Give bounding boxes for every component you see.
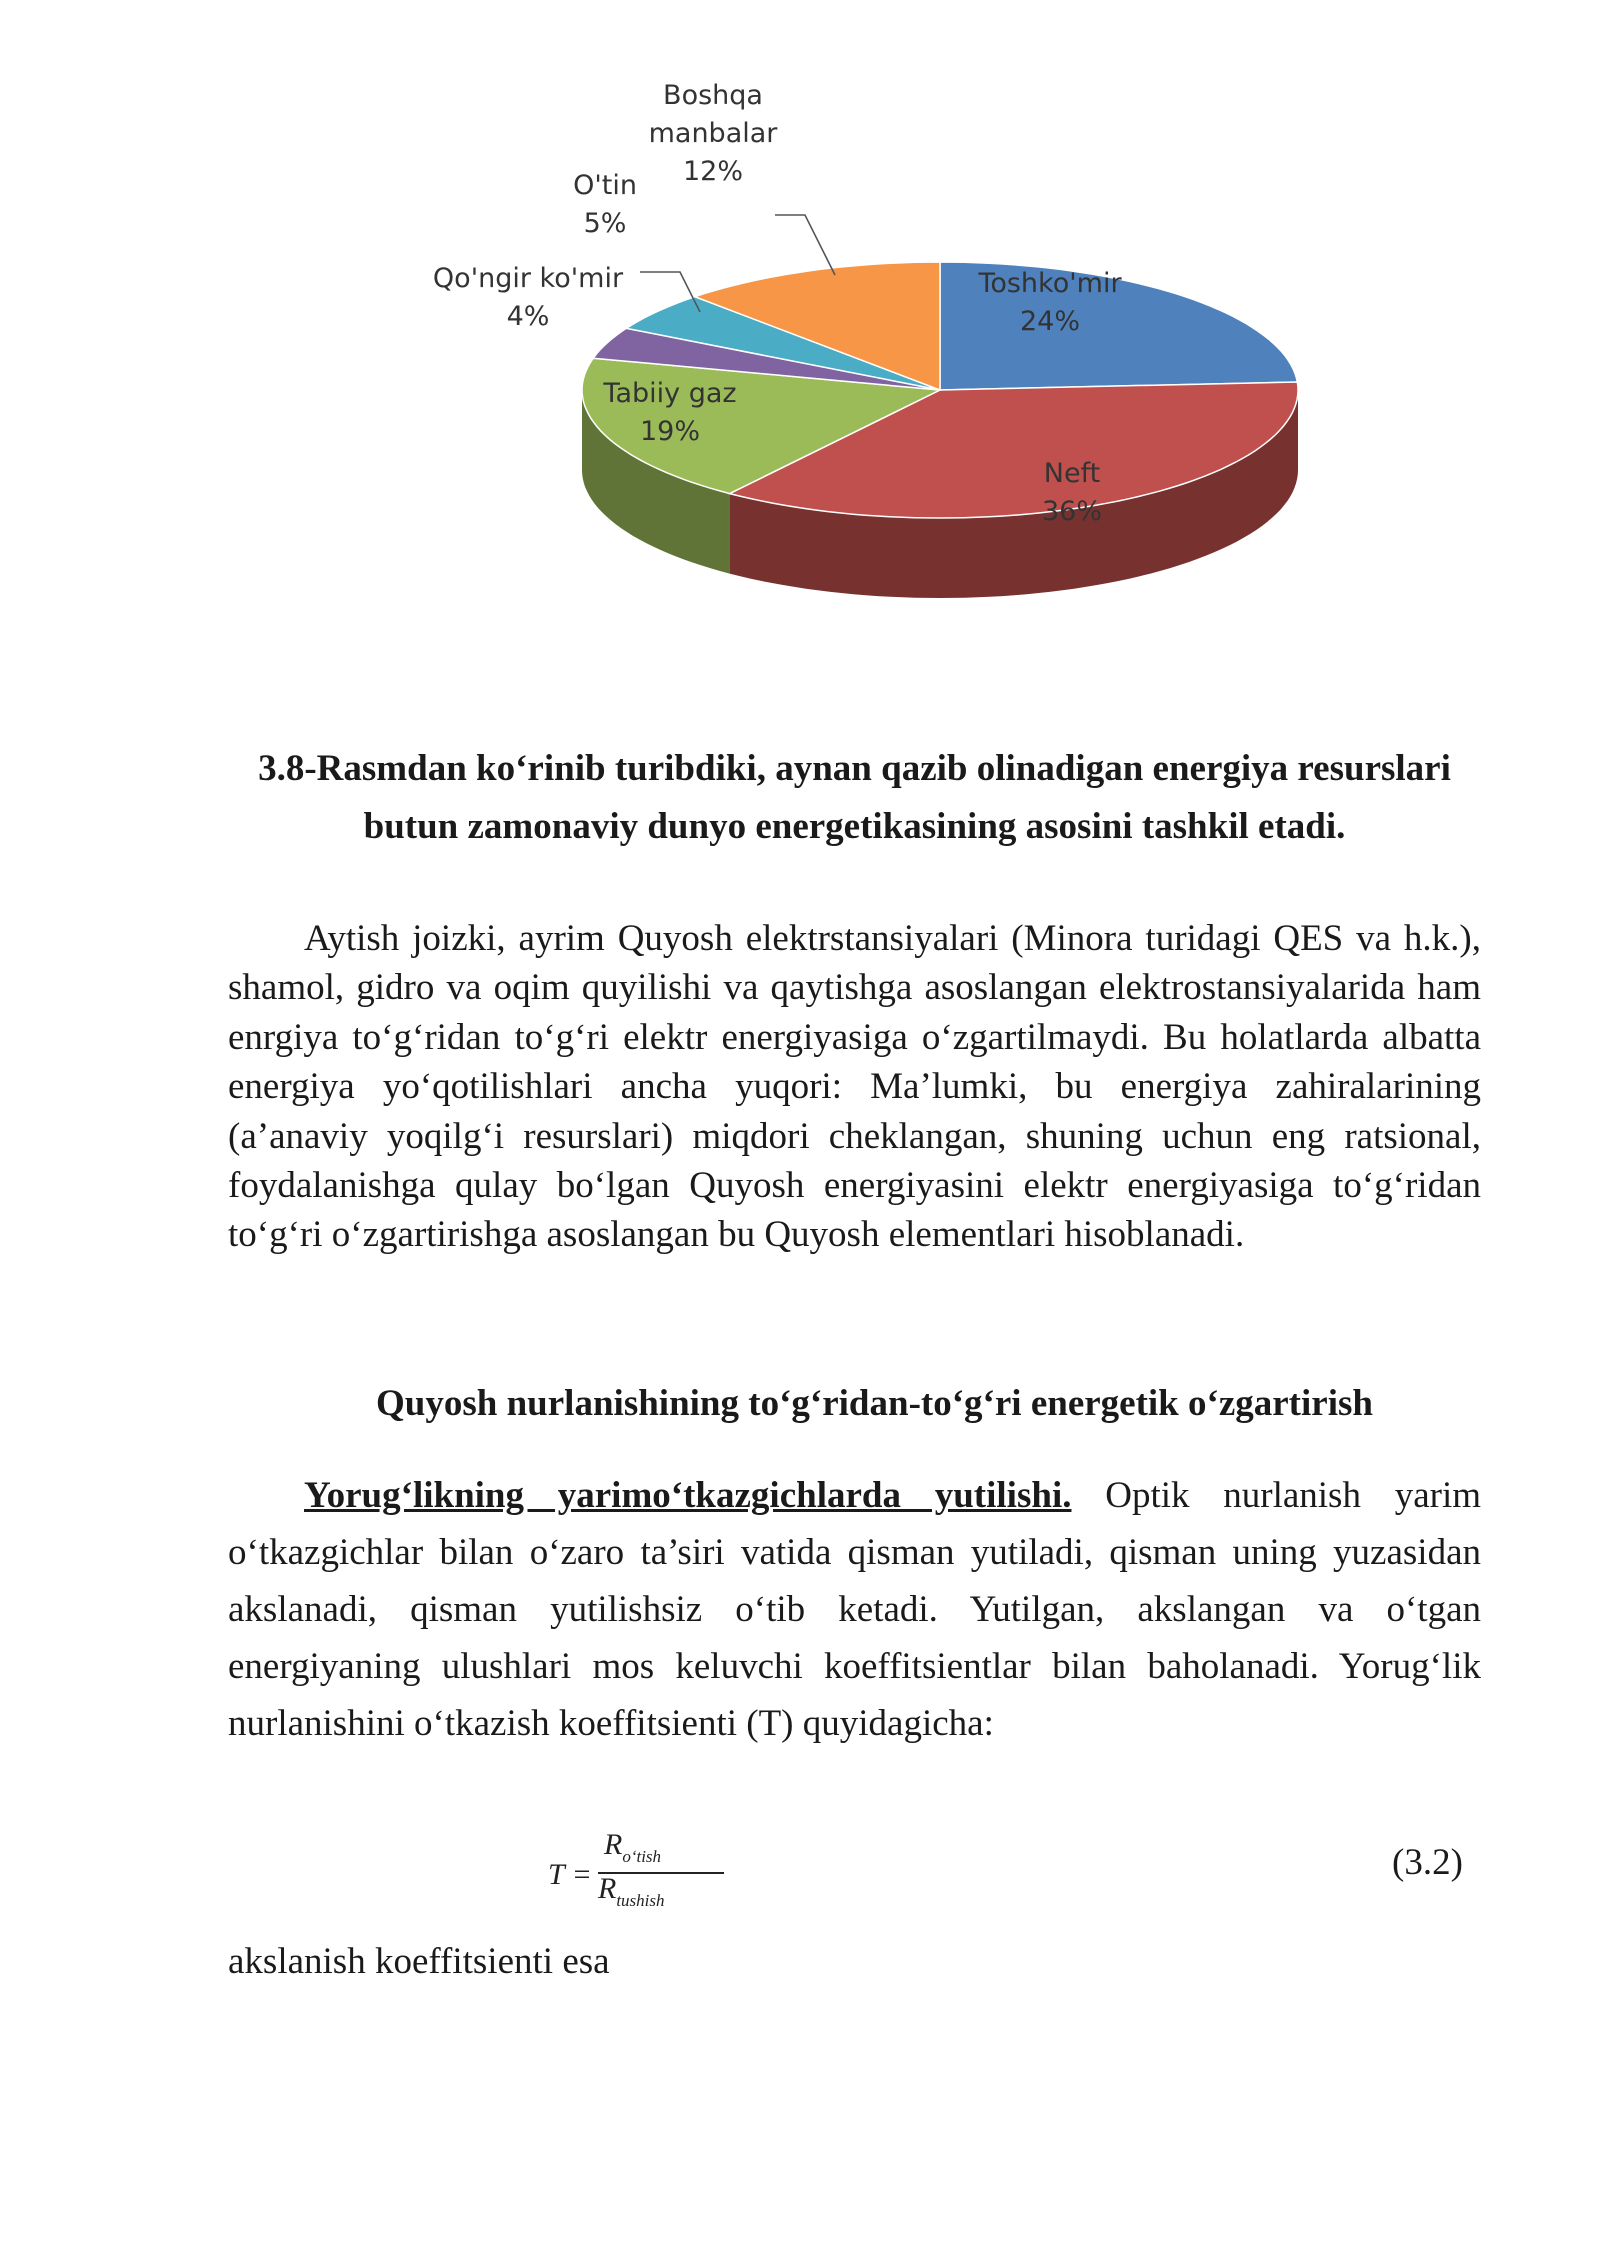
equation-number: (3.2) xyxy=(1392,1842,1463,1883)
figure-caption: 3.8-Rasmdan ko‘rinib turibdiki, aynan qazib olinadigan energiya resurslari butun zamonaviy dunyo energetikasining asosini tashkil etadi. xyxy=(258,748,1451,847)
formula-numerator: $R_{o‘tish}$ xyxy=(604,1828,662,1866)
label-tabiiy-gaz: Tabiiy gaz 19% xyxy=(603,378,737,447)
label-o-tin: O'tin 5% xyxy=(573,170,637,239)
paragraph-body: Optik nurlanish yarim o‘tkazgichlar bilan o‘zaro ta’siri vatida qisman yutiladi, qisman uning yuzasidan akslanadi, qisman yutilishsiz o‘tib ketadi. Yutilgan, akslangan va o‘tgan energiyaning ulushlari mos keluvchi koeffitsientlar bilan baholanadi. Yorug‘lik nurlanishini o‘tkazish koeffitsienti (T) quyidagicha: xyxy=(228,1475,1482,1744)
formula-denominator: $R_{tushish}$ xyxy=(598,1872,665,1910)
closing-text: akslanish koeffitsienti esa xyxy=(228,1941,610,1982)
energy-pie-chart xyxy=(0,0,1600,720)
label-qo-ngir-ko-mir: Qo'ngir ko'mir 4% xyxy=(432,263,624,332)
leader-line xyxy=(775,215,835,275)
paragraph-light-absorption xyxy=(228,1467,1481,1752)
formula-lhs: T = xyxy=(548,1858,592,1891)
section-title: Quyosh nurlanishining to‘g‘ridan-to‘g‘ri energetik o‘zgartirish xyxy=(376,1383,1373,1424)
pie-chart-svg xyxy=(0,0,1600,720)
label-neft: Neft 36% xyxy=(1041,458,1103,527)
label-toshko-mir: Toshko'mir 24% xyxy=(978,268,1122,337)
paragraph-solar-stations: Aytish joizki, ayrim Quyosh elektrstansiyalari (Minora turidagi QES va h.k.), shamol, gidro va oqim quyilishi va qaytishga asoslangan elektrostansiyalarida ham enrgiya to‘g‘ridan to‘g‘ri elektr energiyasiga o‘zgartilmaydi. Bu holatlarda albatta energiya yo‘qotilishlari ancha yuqori: Ma’lumki, bu energiya zahiralarining (a’anaviy yoqilg‘i resurslari) miqdori cheklangan, shuning uchun eng ratsional, foydalanishga qulay bo‘lgan Quyosh energiyasini elektr energiyasiga to‘g‘ridan to‘g‘ri o‘zgartirishga asoslangan bu Quyosh elementlari hisoblanadi. xyxy=(228,918,1481,1256)
paragraph-lead: Yorug‘likning yarimo‘tkazgichlarda yutilishi. xyxy=(304,1475,1072,1516)
label-boshqa-manbalar: Boshqa manbalar 12% xyxy=(648,80,778,187)
